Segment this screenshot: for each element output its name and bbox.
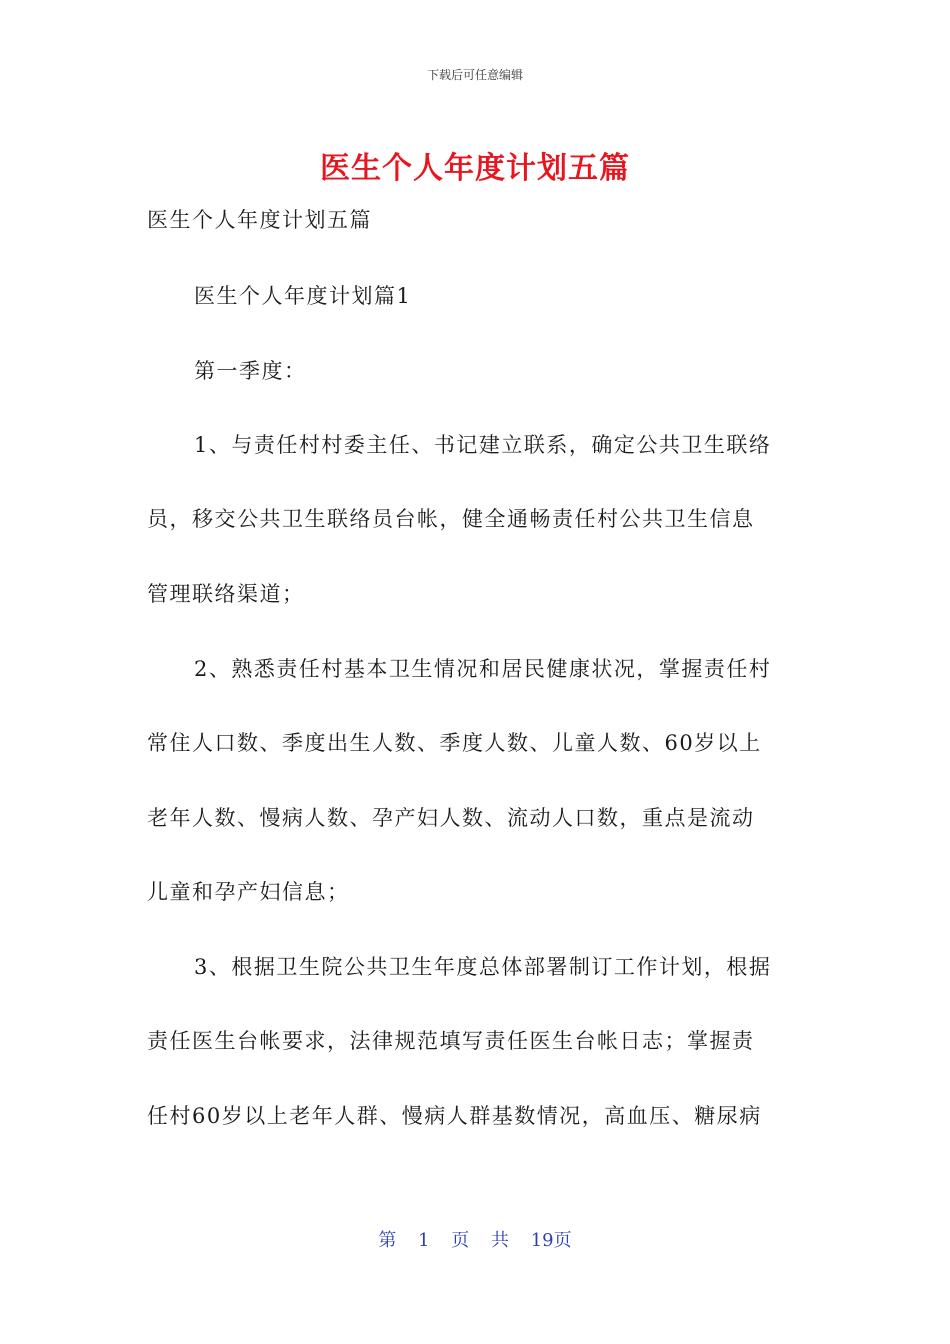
paragraph-line: 常住人口数、季度出生人数、季度人数、儿童人数、60岁以上 [147, 731, 762, 755]
paragraph-line: 儿童和孕产妇信息； [147, 880, 350, 904]
paragraph-line: 任村60岁以上老年人群、慢病人群基数情况，高血压、糖尿病 [147, 1104, 762, 1128]
paragraph-line: 2、熟悉责任村基本卫生情况和居民健康状况，掌握责任村 [194, 657, 772, 681]
header-note: 下载后可任意编辑 [426, 68, 523, 82]
footer-page-word: 页 [451, 1230, 470, 1251]
document-title: 医生个人年度计划五篇 [320, 151, 630, 186]
paragraph-line: 老年人数、慢病人数、孕产妇人数、流动人口数，重点是流动 [147, 806, 755, 830]
section-heading: 医生个人年度计划篇1 [194, 284, 412, 308]
paragraph-line: 责任医生台帐要求，法律规范填写责任医生台帐日志；掌握责 [147, 1029, 755, 1053]
paragraph-line: 管理联络渠道； [147, 582, 305, 606]
paragraph-line: 1、与责任村村委主任、书记建立联系，确定公共卫生联络 [194, 433, 772, 457]
total-pages: 19页 [530, 1230, 572, 1251]
footer-prefix: 第 [378, 1230, 397, 1251]
current-page-number: 1 [418, 1230, 430, 1251]
paragraph-line: 员，移交公共卫生联络员台帐，健全通畅责任村公共卫生信息 [147, 507, 755, 531]
footer-total-word: 共 [491, 1230, 509, 1251]
quarter-heading: 第一季度： [194, 359, 307, 383]
doc-subtitle: 医生个人年度计划五篇 [147, 208, 372, 232]
paragraph-line: 3、根据卫生院公共卫生年度总体部署制订工作计划，根据 [194, 955, 772, 979]
page-footer [0, 1226, 950, 1252]
